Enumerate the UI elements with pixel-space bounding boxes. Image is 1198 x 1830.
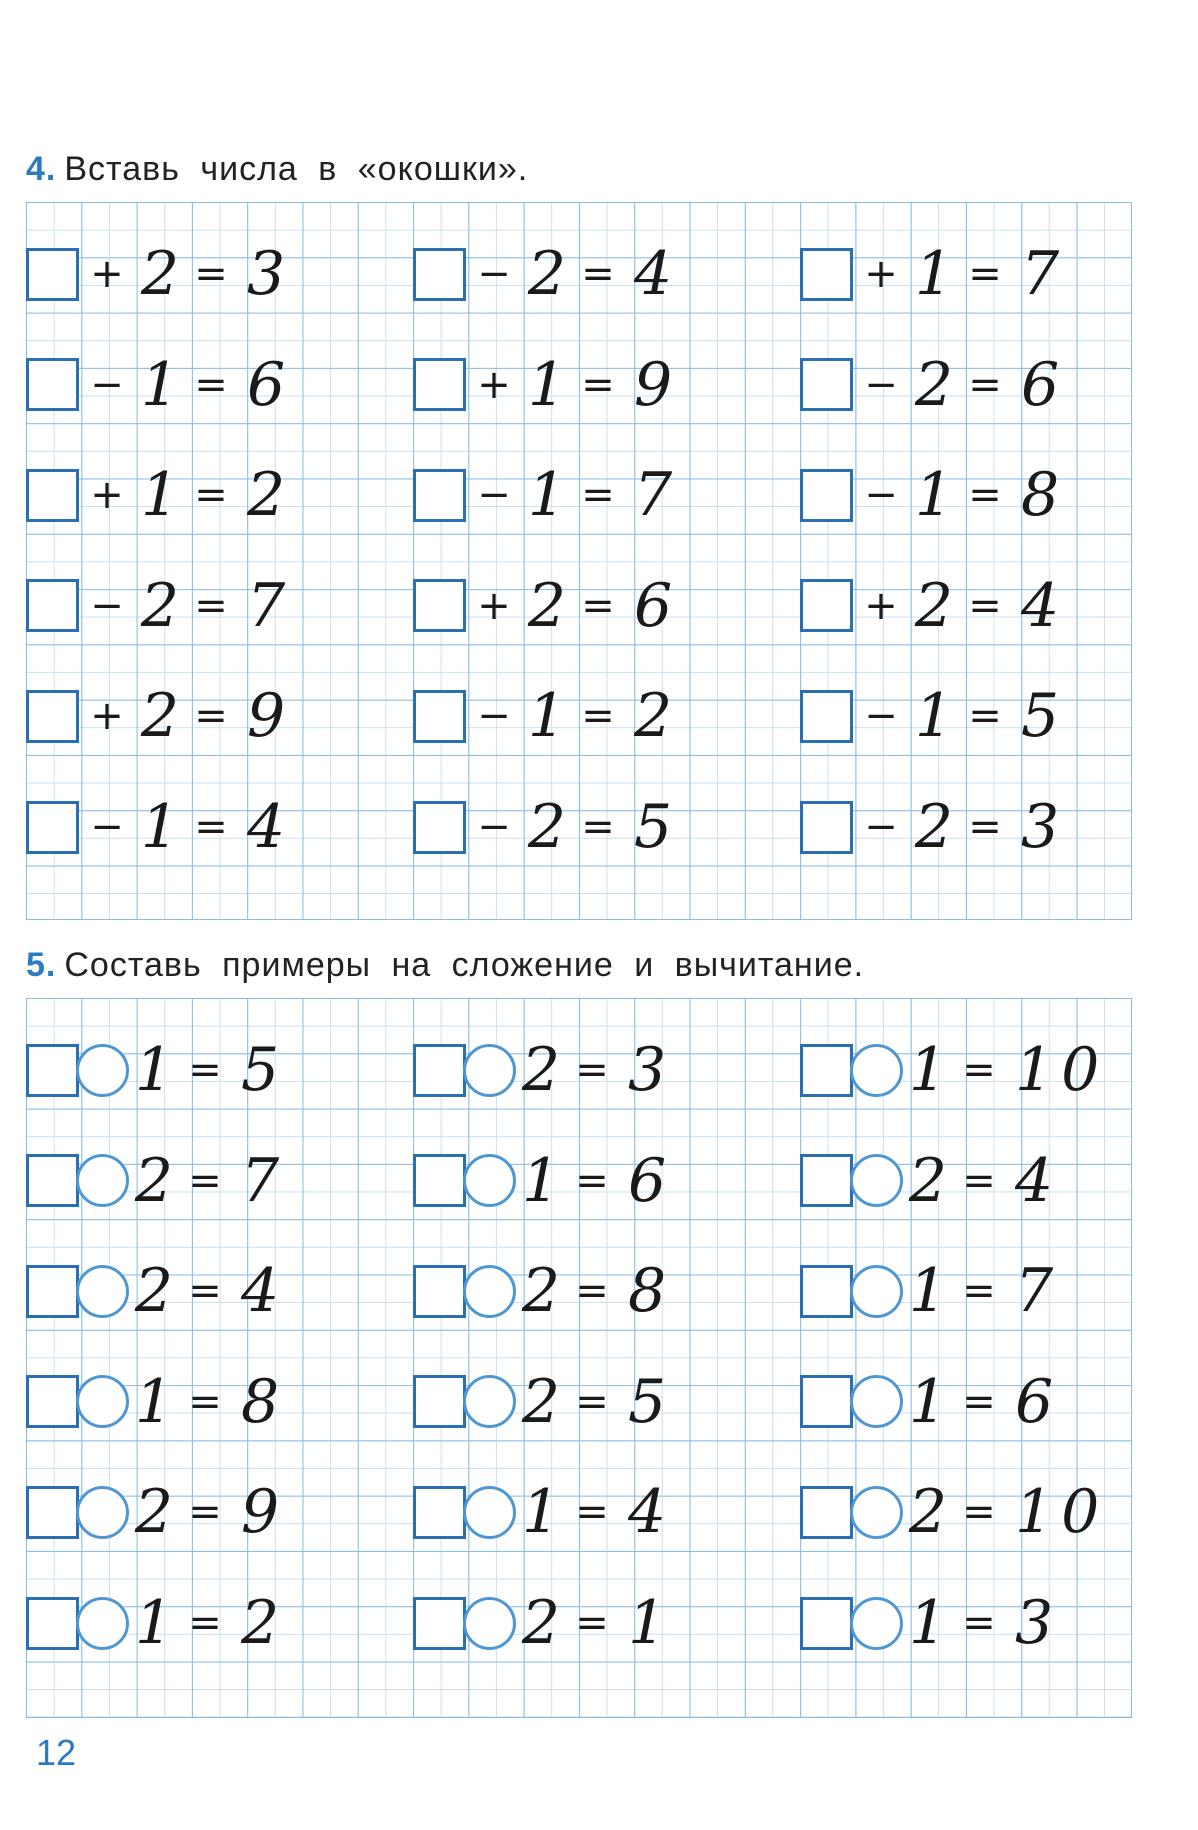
equals-sign: = — [962, 1600, 996, 1646]
operand: 1 — [521, 1145, 561, 1216]
result: 7 — [1021, 239, 1068, 309]
answer-box[interactable] — [26, 358, 79, 411]
answer-box[interactable] — [800, 1265, 853, 1318]
equation — [26, 792, 357, 862]
operand: 1 — [908, 1588, 948, 1658]
operand: 2 — [134, 1477, 174, 1548]
answer-box[interactable] — [800, 1375, 853, 1428]
task-4-title: Вставь числа в «окошки». — [64, 150, 529, 188]
operator-circle[interactable] — [463, 1044, 516, 1097]
operand: 2 — [140, 239, 180, 309]
answer-box[interactable] — [26, 1044, 79, 1097]
equals-sign: = — [968, 472, 1002, 519]
operand: 2 — [134, 1256, 174, 1327]
equation — [413, 1366, 738, 1437]
operator-sign: − — [477, 472, 511, 519]
equals-sign: = — [575, 1600, 609, 1646]
answer-box[interactable] — [26, 248, 79, 301]
operand: 1 — [521, 1477, 561, 1548]
equation — [413, 1145, 738, 1216]
result: 9 — [247, 681, 294, 752]
equation — [26, 1145, 351, 1216]
result: 7 — [241, 1145, 288, 1216]
task-5-heading — [26, 946, 864, 985]
equation — [26, 570, 357, 641]
operator-circle[interactable] — [76, 1154, 129, 1207]
equation — [26, 1477, 351, 1548]
operator-circle[interactable] — [463, 1154, 516, 1207]
answer-box[interactable] — [413, 690, 466, 743]
result: 5 — [634, 792, 681, 862]
equation — [800, 239, 1131, 309]
equation — [800, 1366, 1125, 1437]
operator-circle[interactable] — [463, 1597, 516, 1650]
equation — [413, 792, 744, 862]
operand: 2 — [527, 792, 567, 862]
operator-sign: − — [864, 472, 898, 519]
result: 4 — [247, 792, 294, 862]
equation — [26, 1366, 351, 1437]
equation — [26, 1256, 351, 1327]
result: 8 — [241, 1366, 288, 1437]
result: 6 — [1021, 349, 1068, 420]
equals-sign: = — [962, 1047, 996, 1093]
task-4-number: 4. — [26, 150, 57, 188]
equation — [26, 349, 357, 420]
operand: 2 — [914, 570, 954, 641]
operator-sign: + — [90, 251, 124, 297]
equation — [413, 460, 744, 531]
answer-box[interactable] — [800, 801, 853, 854]
equals-sign: = — [581, 693, 615, 740]
answer-box[interactable] — [800, 469, 853, 522]
task-5-number: 5. — [26, 946, 57, 984]
operand: 1 — [140, 460, 180, 531]
answer-box[interactable] — [413, 1486, 466, 1539]
operand: 1 — [527, 681, 567, 752]
result: 10 — [1015, 1035, 1108, 1105]
operand: 2 — [521, 1366, 561, 1437]
operand: 1 — [140, 792, 180, 862]
equals-sign: = — [581, 804, 615, 850]
operand: 1 — [134, 1035, 174, 1105]
operator-circle[interactable] — [850, 1265, 903, 1318]
equation — [800, 792, 1131, 862]
result: 6 — [1015, 1366, 1062, 1437]
equals-sign: = — [575, 1047, 609, 1093]
answer-box[interactable] — [26, 1486, 79, 1539]
equals-sign: = — [575, 1268, 609, 1315]
operator-circle[interactable] — [850, 1044, 903, 1097]
result: 4 — [1021, 570, 1068, 641]
result: 4 — [634, 239, 681, 309]
operator-sign: + — [864, 582, 898, 629]
equation — [800, 1256, 1125, 1327]
result: 6 — [628, 1145, 675, 1216]
result: 6 — [247, 349, 294, 420]
equals-sign: = — [575, 1378, 609, 1425]
operand: 2 — [908, 1145, 948, 1216]
result: 9 — [634, 349, 681, 420]
result: 9 — [241, 1477, 288, 1548]
operand: 1 — [908, 1035, 948, 1105]
operator-sign: − — [477, 693, 511, 740]
equals-sign: = — [194, 361, 228, 408]
operand: 2 — [527, 239, 567, 309]
operand: 2 — [521, 1588, 561, 1658]
operand: 1 — [914, 239, 954, 309]
equation — [26, 681, 357, 752]
equation — [413, 1477, 738, 1548]
operator-circle[interactable] — [463, 1486, 516, 1539]
answer-box[interactable] — [413, 1597, 466, 1650]
operand: 1 — [527, 460, 567, 531]
answer-box[interactable] — [26, 1154, 79, 1207]
equals-sign: = — [962, 1489, 996, 1536]
equation — [413, 349, 744, 420]
answer-box[interactable] — [413, 469, 466, 522]
equation — [26, 1035, 351, 1105]
answer-box[interactable] — [800, 248, 853, 301]
task-4-heading — [26, 150, 528, 189]
result: 4 — [1015, 1145, 1062, 1216]
equation — [800, 1145, 1125, 1216]
equation — [413, 681, 744, 752]
operator-circle[interactable] — [76, 1375, 129, 1428]
operator-sign: + — [90, 693, 124, 740]
operand: 1 — [140, 349, 180, 420]
operator-sign: − — [90, 582, 124, 629]
equals-sign: = — [194, 251, 228, 297]
answer-box[interactable] — [413, 801, 466, 854]
operator-circle[interactable] — [850, 1597, 903, 1650]
equation — [800, 349, 1131, 420]
result: 5 — [628, 1366, 675, 1437]
operator-sign: − — [864, 361, 898, 408]
answer-box[interactable] — [800, 358, 853, 411]
operand: 2 — [527, 570, 567, 641]
result: 7 — [247, 570, 294, 641]
equation — [800, 1477, 1125, 1548]
answer-box[interactable] — [26, 801, 79, 854]
equals-sign: = — [581, 251, 615, 297]
equation — [26, 460, 357, 531]
operand: 1 — [527, 349, 567, 420]
equation — [413, 1588, 738, 1658]
answer-box[interactable] — [800, 1044, 853, 1097]
operand: 2 — [914, 792, 954, 862]
equals-sign: = — [968, 361, 1002, 408]
answer-box[interactable] — [800, 1486, 853, 1539]
result: 5 — [241, 1035, 288, 1105]
answer-box[interactable] — [413, 1265, 466, 1318]
equation — [800, 681, 1131, 752]
task-5-title: Составь примеры на сложение и вычитание. — [64, 946, 865, 984]
result: 7 — [634, 460, 681, 531]
equation — [26, 1588, 351, 1658]
result: 7 — [1015, 1256, 1062, 1327]
answer-box[interactable] — [26, 690, 79, 743]
answer-box[interactable] — [800, 690, 853, 743]
task-4-grid — [26, 202, 1132, 920]
equals-sign: = — [188, 1600, 222, 1646]
equals-sign: = — [962, 1157, 996, 1204]
result: 2 — [634, 681, 681, 752]
result: 3 — [1015, 1588, 1062, 1658]
operator-circle[interactable] — [76, 1597, 129, 1650]
equals-sign: = — [188, 1378, 222, 1425]
equals-sign: = — [194, 693, 228, 740]
result: 3 — [1021, 792, 1068, 862]
operand: 1 — [914, 460, 954, 531]
operand: 2 — [134, 1145, 174, 1216]
equation — [800, 1588, 1125, 1658]
equals-sign: = — [968, 804, 1002, 850]
answer-box[interactable] — [26, 469, 79, 522]
equals-sign: = — [962, 1378, 996, 1425]
equation — [800, 1035, 1125, 1105]
operator-circle[interactable] — [76, 1044, 129, 1097]
result: 8 — [628, 1256, 675, 1327]
result: 3 — [247, 239, 294, 309]
equals-sign: = — [581, 472, 615, 519]
equals-sign: = — [575, 1157, 609, 1204]
equation — [800, 570, 1131, 641]
equation — [413, 1035, 738, 1105]
equals-sign: = — [188, 1268, 222, 1315]
equals-sign: = — [188, 1489, 222, 1536]
equals-sign: = — [194, 472, 228, 519]
page-number: 12 — [36, 1732, 77, 1773]
operator-sign: + — [477, 582, 511, 629]
operator-sign: − — [90, 361, 124, 408]
equation — [413, 1256, 738, 1327]
operand: 1 — [914, 681, 954, 752]
operator-circle[interactable] — [850, 1375, 903, 1428]
operator-circle[interactable] — [850, 1154, 903, 1207]
operator-sign: − — [477, 251, 511, 297]
result: 6 — [634, 570, 681, 641]
operand: 2 — [140, 570, 180, 641]
answer-box[interactable] — [413, 579, 466, 632]
operator-sign: − — [477, 804, 511, 850]
equation — [26, 239, 357, 309]
answer-box[interactable] — [413, 1154, 466, 1207]
operator-circle[interactable] — [463, 1265, 516, 1318]
operand: 2 — [521, 1256, 561, 1327]
equals-sign: = — [194, 804, 228, 850]
operand: 1 — [134, 1588, 174, 1658]
result: 8 — [1021, 460, 1068, 531]
operator-circle[interactable] — [463, 1375, 516, 1428]
result: 5 — [1021, 681, 1068, 752]
equals-sign: = — [194, 582, 228, 629]
operator-sign: − — [90, 804, 124, 850]
answer-box[interactable] — [413, 1044, 466, 1097]
equation — [413, 239, 744, 309]
result: 10 — [1015, 1477, 1108, 1548]
operator-sign: − — [864, 804, 898, 850]
operand: 2 — [521, 1035, 561, 1105]
answer-box[interactable] — [413, 1375, 466, 1428]
operand: 1 — [134, 1366, 174, 1437]
equals-sign: = — [575, 1489, 609, 1536]
task-5-grid — [26, 998, 1132, 1718]
result: 4 — [628, 1477, 675, 1548]
operator-circle[interactable] — [850, 1486, 903, 1539]
equals-sign: = — [188, 1157, 222, 1204]
operand: 2 — [908, 1477, 948, 1548]
answer-box[interactable] — [800, 1154, 853, 1207]
operand: 2 — [140, 681, 180, 752]
operator-sign: + — [90, 472, 124, 519]
answer-box[interactable] — [800, 1597, 853, 1650]
equals-sign: = — [962, 1268, 996, 1315]
result: 1 — [628, 1588, 675, 1658]
equals-sign: = — [968, 251, 1002, 297]
operator-circle[interactable] — [76, 1265, 129, 1318]
equation — [413, 570, 744, 641]
result: 2 — [247, 460, 294, 531]
equals-sign: = — [581, 361, 615, 408]
answer-box[interactable] — [26, 1375, 79, 1428]
answer-box[interactable] — [26, 1265, 79, 1318]
operator-sign: + — [477, 361, 511, 408]
operand: 2 — [914, 349, 954, 420]
equals-sign: = — [188, 1047, 222, 1093]
operator-sign: − — [864, 693, 898, 740]
answer-box[interactable] — [26, 1597, 79, 1650]
answer-box[interactable] — [413, 358, 466, 411]
operand: 1 — [908, 1256, 948, 1327]
result: 3 — [628, 1035, 675, 1105]
operator-circle[interactable] — [76, 1486, 129, 1539]
operand: 1 — [908, 1366, 948, 1437]
equals-sign: = — [968, 693, 1002, 740]
operator-sign: + — [864, 251, 898, 297]
equation — [800, 460, 1131, 531]
result: 2 — [241, 1588, 288, 1658]
answer-box[interactable] — [26, 579, 79, 632]
answer-box[interactable] — [800, 579, 853, 632]
answer-box[interactable] — [413, 248, 466, 301]
result: 4 — [241, 1256, 288, 1327]
equals-sign: = — [968, 582, 1002, 629]
equals-sign: = — [581, 582, 615, 629]
